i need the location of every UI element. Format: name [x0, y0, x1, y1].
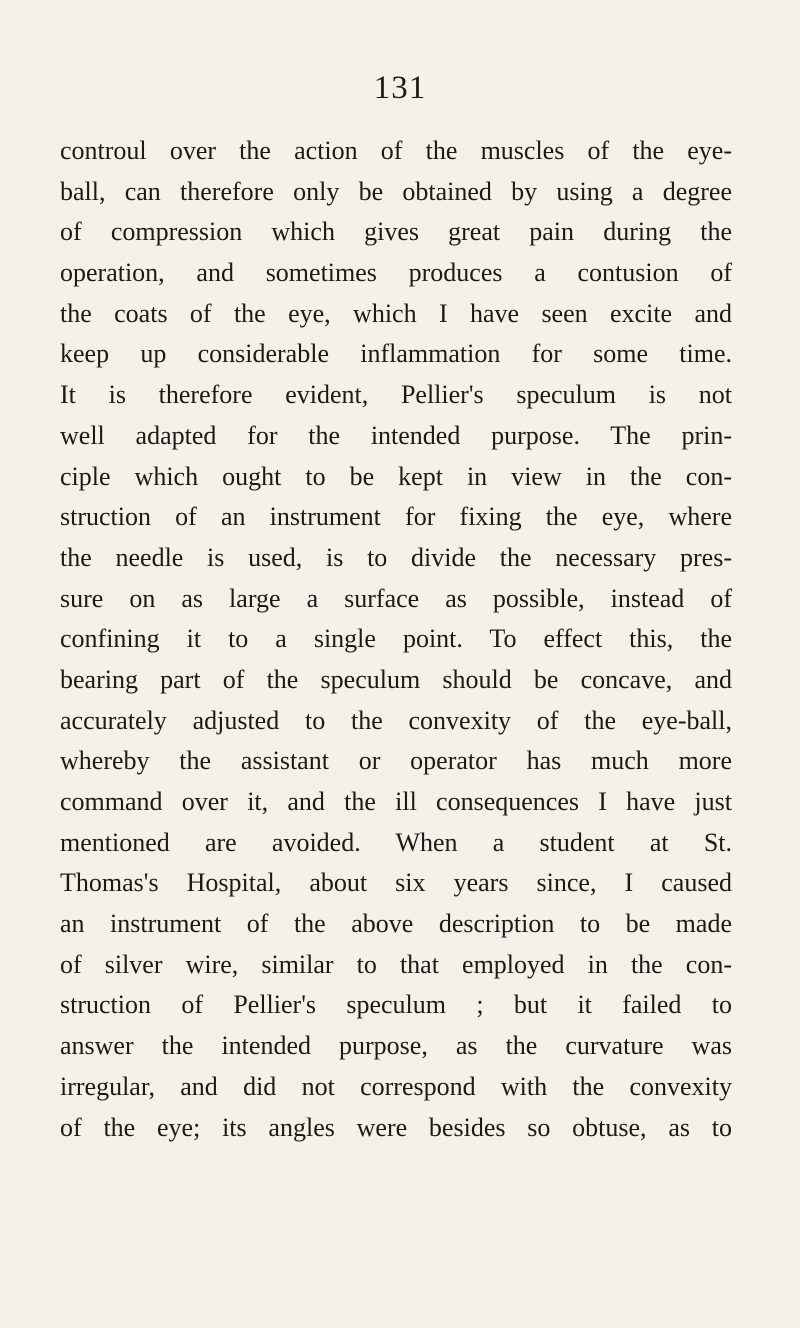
text-line: well adapted for the intended purpose. The prin-: [60, 420, 732, 450]
text-line: sure on as large a surface as possible, instead of: [60, 583, 732, 613]
text-line: of the eye; its angles were besides so obtuse, as to: [60, 1112, 732, 1142]
text-line: bearing part of the speculum should be concave, and: [60, 664, 732, 694]
text-line: ciple which ought to be kept in view in the con-: [60, 461, 732, 491]
text-line: controul over the action of the muscles of the eye-: [60, 136, 732, 165]
text-line: of silver wire, similar to that employed in the con-: [60, 949, 732, 979]
text-line: keep up considerable inflammation for some time.: [60, 339, 732, 369]
body-text: [60, 131, 732, 1148]
text-line: operation, and sometimes produces a contusion of: [60, 258, 732, 288]
text-line: struction of an instrument for fixing the eye, where: [60, 502, 732, 532]
text-line: whereby the assistant or operator has much more: [60, 746, 732, 776]
text-line: Thomas's Hospital, about six years since, I caused: [60, 868, 732, 898]
text-line: command over it, and the ill consequences I have just: [60, 787, 732, 816]
text-line: the needle is used, is to divide the necessary pres-: [60, 542, 732, 572]
text-line: struction of Pellier's speculum ; but it failed to: [60, 990, 732, 1020]
text-line: It is therefore evident, Pellier's speculum is not: [60, 380, 732, 410]
text-line: mentioned are avoided. When a student at St.: [60, 827, 732, 857]
text-line: confining it to a single point. To effect this, the: [60, 624, 732, 654]
text-line: an instrument of the above description to be made: [60, 909, 732, 939]
page-number: 131: [373, 70, 427, 106]
text-line: the coats of the eye, which I have seen excite and: [60, 298, 732, 328]
text-line: answer the intended purpose, as the curvature was: [60, 1031, 732, 1061]
text-line: ball, can therefore only be obtained by using a degree: [60, 176, 732, 206]
text-line: of compression which gives great pain during the: [60, 217, 732, 247]
text-line: accurately adjusted to the convexity of the eye-ball,: [60, 705, 732, 735]
text-line: irregular, and did not correspond with the convexity: [60, 1071, 732, 1101]
